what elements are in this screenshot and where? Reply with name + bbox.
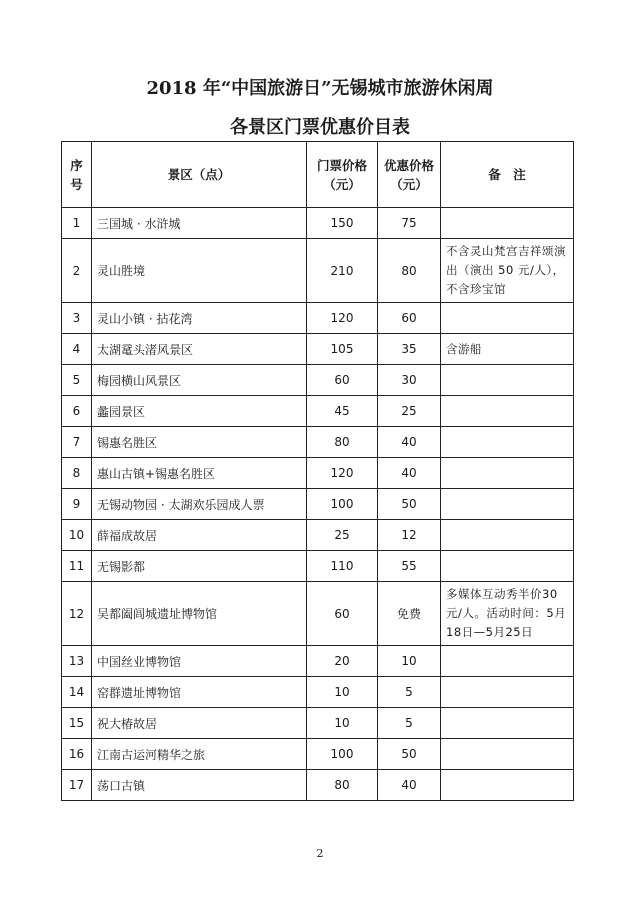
cell-note <box>441 365 574 396</box>
table-row <box>62 365 574 396</box>
cell-note <box>441 458 574 489</box>
table-row <box>62 239 574 303</box>
cell-ticket-price: 100 <box>307 489 378 520</box>
cell-ticket-price: 100 <box>307 739 378 770</box>
cell-note: 不含灵山梵宫吉祥颂演出（演出 50 元/人），不含珍宝馆 <box>441 239 574 303</box>
cell-note: 多媒体互动秀半价30元/人。活动时间：5月18日—5月25日 <box>441 582 574 646</box>
cell-note <box>441 489 574 520</box>
cell-discount-price: 5 <box>378 677 441 708</box>
cell-note <box>441 677 574 708</box>
table-row <box>62 520 574 551</box>
table-row <box>62 770 574 801</box>
table-row <box>62 708 574 739</box>
cell-no: 7 <box>62 427 92 458</box>
cell-discount-price: 10 <box>378 646 441 677</box>
page-number: 2 <box>316 847 324 860</box>
cell-no: 12 <box>62 582 92 646</box>
cell-ticket-price: 120 <box>307 458 378 489</box>
cell-ticket-price: 120 <box>307 303 378 334</box>
cell-no: 14 <box>62 677 92 708</box>
table-row <box>62 582 574 646</box>
cell-no: 11 <box>62 551 92 582</box>
cell-discount-price: 40 <box>378 770 441 801</box>
cell-ticket-price: 110 <box>307 551 378 582</box>
cell-discount-price: 30 <box>378 365 441 396</box>
cell-note <box>441 427 574 458</box>
cell-discount-price: 25 <box>378 396 441 427</box>
cell-ticket-price: 80 <box>307 427 378 458</box>
table-row <box>62 489 574 520</box>
cell-ticket-price: 45 <box>307 396 378 427</box>
cell-no: 17 <box>62 770 92 801</box>
cell-discount-price: 40 <box>378 458 441 489</box>
cell-note <box>441 208 574 239</box>
cell-name: 锡惠名胜区 <box>92 427 307 458</box>
cell-discount-price: 5 <box>378 708 441 739</box>
cell-name: 薛福成故居 <box>92 520 307 551</box>
table-row <box>62 458 574 489</box>
table-row <box>62 396 574 427</box>
cell-note <box>441 551 574 582</box>
cell-name: 中国丝业博物馆 <box>92 646 307 677</box>
cell-name: 灵山胜境 <box>92 239 307 303</box>
header-ticket-price: 门票价格（元） <box>307 142 378 208</box>
cell-note <box>441 739 574 770</box>
cell-ticket-price: 20 <box>307 646 378 677</box>
price-table <box>61 141 574 801</box>
cell-note <box>441 520 574 551</box>
cell-ticket-price: 80 <box>307 770 378 801</box>
table-row <box>62 646 574 677</box>
document-title: 2018 年“中国旅游日”无锡城市旅游休闲周 <box>146 78 494 99</box>
cell-no: 16 <box>62 739 92 770</box>
table-row <box>62 208 574 239</box>
cell-ticket-price: 60 <box>307 582 378 646</box>
cell-note <box>441 396 574 427</box>
cell-no: 2 <box>62 239 92 303</box>
header-note: 备 注 <box>441 142 574 208</box>
cell-no: 13 <box>62 646 92 677</box>
cell-discount-price: 35 <box>378 334 441 365</box>
cell-note <box>441 303 574 334</box>
cell-name: 吴都阖闾城遗址博物馆 <box>92 582 307 646</box>
cell-discount-price: 75 <box>378 208 441 239</box>
cell-ticket-price: 10 <box>307 677 378 708</box>
cell-discount-price: 55 <box>378 551 441 582</box>
cell-ticket-price: 10 <box>307 708 378 739</box>
cell-name: 蠡园景区 <box>92 396 307 427</box>
cell-note <box>441 708 574 739</box>
cell-no: 10 <box>62 520 92 551</box>
cell-name: 窑群遗址博物馆 <box>92 677 307 708</box>
cell-note: 含游船 <box>441 334 574 365</box>
cell-no: 4 <box>62 334 92 365</box>
cell-ticket-price: 60 <box>307 365 378 396</box>
cell-discount-price: 50 <box>378 489 441 520</box>
cell-name: 无锡动物园 · 太湖欢乐园成人票 <box>92 489 307 520</box>
table-header-row <box>62 142 574 208</box>
cell-name: 梅园横山风景区 <box>92 365 307 396</box>
cell-discount-price: 12 <box>378 520 441 551</box>
cell-no: 5 <box>62 365 92 396</box>
cell-discount-price: 40 <box>378 427 441 458</box>
cell-no: 15 <box>62 708 92 739</box>
cell-ticket-price: 105 <box>307 334 378 365</box>
table-body <box>62 208 574 801</box>
cell-discount-price: 50 <box>378 739 441 770</box>
cell-name: 灵山小镇 · 拈花湾 <box>92 303 307 334</box>
cell-no: 6 <box>62 396 92 427</box>
cell-discount-price: 80 <box>378 239 441 303</box>
cell-name: 江南古运河精华之旅 <box>92 739 307 770</box>
header-discount-price: 优惠价格（元） <box>378 142 441 208</box>
cell-name: 无锡影都 <box>92 551 307 582</box>
table-row <box>62 303 574 334</box>
cell-note <box>441 770 574 801</box>
table-row <box>62 427 574 458</box>
cell-no: 9 <box>62 489 92 520</box>
cell-discount-price: 60 <box>378 303 441 334</box>
cell-name: 祝大椿故居 <box>92 708 307 739</box>
cell-no: 1 <box>62 208 92 239</box>
table-row <box>62 551 574 582</box>
cell-name: 荡口古镇 <box>92 770 307 801</box>
cell-name: 太湖鼋头渚风景区 <box>92 334 307 365</box>
cell-no: 3 <box>62 303 92 334</box>
cell-note <box>441 646 574 677</box>
cell-name: 惠山古镇+锡惠名胜区 <box>92 458 307 489</box>
cell-name: 三国城 · 水浒城 <box>92 208 307 239</box>
header-name: 景区（点） <box>92 142 307 208</box>
table-row <box>62 677 574 708</box>
cell-ticket-price: 25 <box>307 520 378 551</box>
document-subtitle: 各景区门票优惠价目表 <box>230 117 410 138</box>
header-no: 序号 <box>62 142 92 208</box>
cell-discount-price: 免费 <box>378 582 441 646</box>
table-row <box>62 334 574 365</box>
cell-ticket-price: 210 <box>307 239 378 303</box>
table-row <box>62 739 574 770</box>
cell-ticket-price: 150 <box>307 208 378 239</box>
cell-no: 8 <box>62 458 92 489</box>
